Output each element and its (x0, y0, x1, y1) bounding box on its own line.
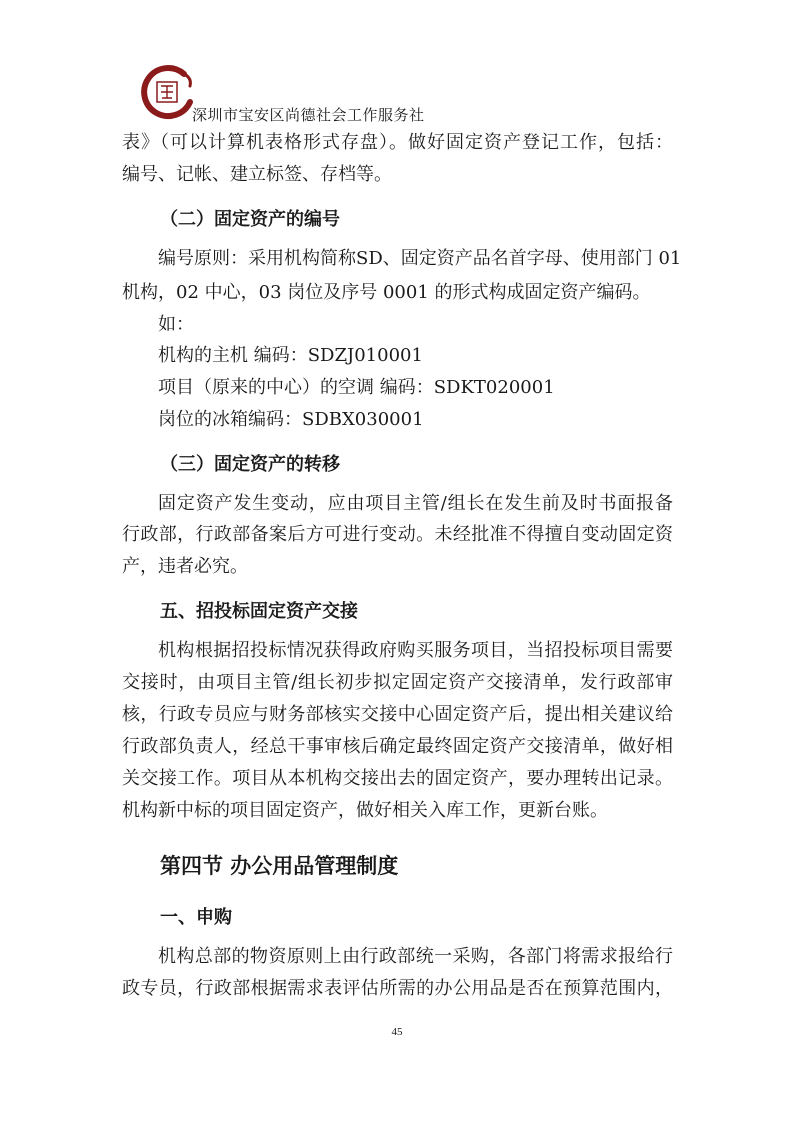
paragraph-line: 产，违者必究。 (122, 556, 248, 577)
page-number: 45 (391, 1026, 403, 1038)
organization-name: 深圳市宝安区尚德社会工作服务社 (192, 106, 425, 124)
paragraph-line: 机构根据招投标情况获得政府购买服务项目，当招投标项目需要 (158, 640, 673, 661)
example-intro: 如： (158, 314, 194, 335)
chapter-heading: 第四节 办公用品管理制度 (160, 853, 399, 878)
example-line: 项目（原来的中心）的空调 编码：SDKT020001 (158, 377, 555, 398)
paragraph-line: 固定资产发生变动，应由项目主管/组长在发生前及时书面报备 (158, 493, 673, 514)
paragraph-line: 机构，02 中心，03 岗位及序号 0001 的形式构成固定资产编码。 (122, 282, 651, 303)
subsection-heading-numbering: （二）固定资产的编号 (160, 209, 340, 230)
paragraph-line: 表》（可以计算机表格形式存盘）。做好固定资产登记工作，包括： (122, 132, 673, 153)
example-line: 岗位的冰箱编码：SDBX030001 (158, 409, 424, 430)
paragraph-line: 机构新中标的项目固定资产，做好相关入库工作，更新台账。 (122, 800, 608, 821)
section-heading-purchase: 一、申购 (160, 907, 232, 928)
paragraph-line: 机构总部的物资原则上由行政部统一采购，各部门将需求报给行 (158, 946, 673, 967)
paragraph-line: 关交接工作。项目从本机构交接出去的固定资产，要办理转出记录。 (122, 768, 673, 789)
paragraph-line: 编号原则：采用机构简称SD、固定资产品名首字母、使用部门 01 (158, 248, 682, 269)
paragraph-line: 政专员，行政部根据需求表评估所需的办公用品是否在预算范围内， (122, 978, 673, 999)
paragraph-line: 行政部，行政部备案后方可进行变动。未经批准不得擅自变动固定资 (122, 524, 673, 545)
paragraph-line: 编号、记帐、建立标签、存档等。 (122, 164, 392, 185)
seal-logo-icon (140, 64, 196, 120)
paragraph-line: 核，行政专员应与财务部核实交接中心固定资产后，提出相关建议给 (122, 704, 673, 725)
paragraph-line: 交接时，由项目主管/组长初步拟定固定资产交接清单，发行政部审 (122, 672, 673, 693)
subsection-heading-transfer: （三）固定资产的转移 (160, 454, 340, 475)
paragraph-line: 行政部负责人，经总干事审核后确定最终固定资产交接清单，做好相 (122, 736, 673, 757)
example-line: 机构的主机 编码：SDZJ010001 (158, 345, 423, 366)
section-heading-bidding: 五、招投标固定资产交接 (160, 601, 358, 622)
